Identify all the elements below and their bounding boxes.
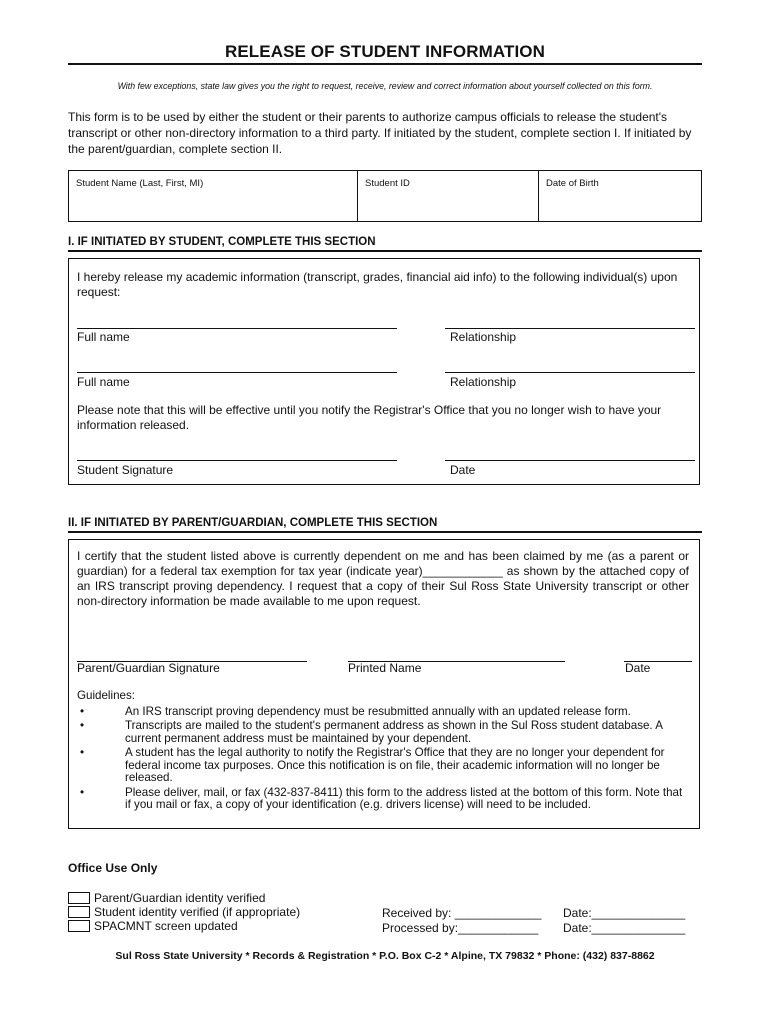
form-title: RELEASE OF STUDENT INFORMATION xyxy=(224,42,545,61)
guideline-item xyxy=(77,747,691,785)
bullet-icon: • xyxy=(80,704,85,718)
full-name-label-2: Full name xyxy=(77,375,130,389)
processed-date-field[interactable]: Date:______________ xyxy=(563,921,686,935)
section1-box xyxy=(68,258,700,485)
student-id-field[interactable] xyxy=(357,171,538,221)
guideline-text: An IRS transcript proving dependency must be resubmitted annually with an updated release form. xyxy=(125,704,631,718)
release-text: I hereby release my academic information (transcript, grades, financial aid info) to the following individual(s) upon request: xyxy=(77,270,678,299)
bullet-icon: • xyxy=(80,746,85,759)
checkbox-label: Parent/Guardian identity verified xyxy=(94,891,266,905)
student-signature-line[interactable] xyxy=(77,460,397,461)
section1-heading: I. IF INITIATED BY STUDENT, COMPLETE THIS SECTION xyxy=(68,236,702,252)
received-date-field[interactable]: Date:______________ xyxy=(563,906,686,920)
parent-signature-label: Parent/Guardian Signature xyxy=(77,661,220,675)
guidelines xyxy=(77,690,691,814)
spacmnt-checkbox[interactable] xyxy=(68,919,238,933)
intro-paragraph: This form is to be used by either the student or their parents to authorize campus officials to release the student's transcript or other non-directory information to a third party. If initiated by the student, complete section I. If initiated by the parent/guardian, complete section II. xyxy=(68,110,692,156)
guideline-text: Transcripts are mailed to the student's permanent address as shown in the Sul Ross student database. A current permanent address must be maintained by your dependent. xyxy=(125,719,663,745)
section2-heading: II. IF INITIATED BY PARENT/GUARDIAN, COMPLETE THIS SECTION xyxy=(68,517,702,533)
guideline-item xyxy=(77,706,691,719)
student-signature-label: Student Signature xyxy=(77,463,174,477)
bullet-icon: • xyxy=(80,719,85,732)
received-by-field[interactable]: Received by: _____________ xyxy=(382,906,542,920)
office-use-heading: Office Use Only xyxy=(68,861,158,875)
checkbox-icon[interactable] xyxy=(68,892,90,904)
relationship-line-2[interactable] xyxy=(445,372,695,373)
student-date-label: Date xyxy=(450,463,476,477)
student-name-label: Student Name (Last, First, MI) xyxy=(76,178,204,189)
full-name-label-1: Full name xyxy=(77,330,130,344)
effective-note: Please note that this will be effective until you notify the Registrar's Office that you no longer wish to have your information released. xyxy=(77,403,662,432)
checkbox-label: SPACMNT screen updated xyxy=(94,919,238,933)
guideline-item xyxy=(77,720,691,745)
parent-identity-checkbox[interactable] xyxy=(68,891,265,905)
checkbox-icon[interactable] xyxy=(68,920,90,932)
student-id-label: Student ID xyxy=(365,178,410,189)
footer-address: Sul Ross State University * Records & Registration * P.O. Box C-2 * Alpine, TX 79832 * Phone: (432) 837-8862 xyxy=(115,950,655,962)
rights-note: With few exceptions, state law gives you the right to request, receive, review and correct information about yourself collected on this form. xyxy=(117,81,653,91)
section2-box xyxy=(68,539,700,829)
parent-date-label: Date xyxy=(625,661,651,675)
checkbox-icon[interactable] xyxy=(68,906,90,918)
student-identity-checkbox[interactable] xyxy=(68,905,300,919)
guidelines-label: Guidelines: xyxy=(77,689,136,702)
guideline-item xyxy=(77,787,691,812)
relationship-label-1: Relationship xyxy=(450,330,517,344)
title-rule xyxy=(68,63,702,65)
student-name-field[interactable] xyxy=(69,171,357,221)
full-name-line-2[interactable] xyxy=(77,372,397,373)
processed-by-field[interactable]: Processed by:____________ xyxy=(382,921,539,935)
guideline-text: Please deliver, mail, or fax (432-837-8411) this form to the address listed at the bottom of this form. Note that if you mail or fax, a copy of your identification (e.g. drivers license) will need to be included. xyxy=(125,785,683,811)
student-date-line[interactable] xyxy=(445,460,695,461)
guideline-text: A student has the legal authority to notify the Registrar's Office that they are no longer your dependent for federal income tax purposes. Once this notification is on file, their academic information will no longer be released. xyxy=(125,746,665,784)
certify-text: I certify that the student listed above is currently dependent on me and has been claimed by me (as a parent or guardian) for a federal tax exemption for tax year (indicate year)____________ as shown by the attached copy of an IRS transcript proving dependency. I request that a copy of their Sul Ross State University transcript or other non-directory information be made available to me upon request. xyxy=(77,549,689,608)
student-id-box xyxy=(68,170,702,222)
relationship-line-1[interactable] xyxy=(445,328,695,329)
date-of-birth-label: Date of Birth xyxy=(546,178,599,189)
date-of-birth-field[interactable] xyxy=(538,171,701,221)
checkbox-label: Student identity verified (if appropriate) xyxy=(94,905,301,919)
relationship-label-2: Relationship xyxy=(450,375,517,389)
printed-name-label: Printed Name xyxy=(348,661,422,675)
bullet-icon: • xyxy=(80,785,85,799)
full-name-line-1[interactable] xyxy=(77,328,397,329)
